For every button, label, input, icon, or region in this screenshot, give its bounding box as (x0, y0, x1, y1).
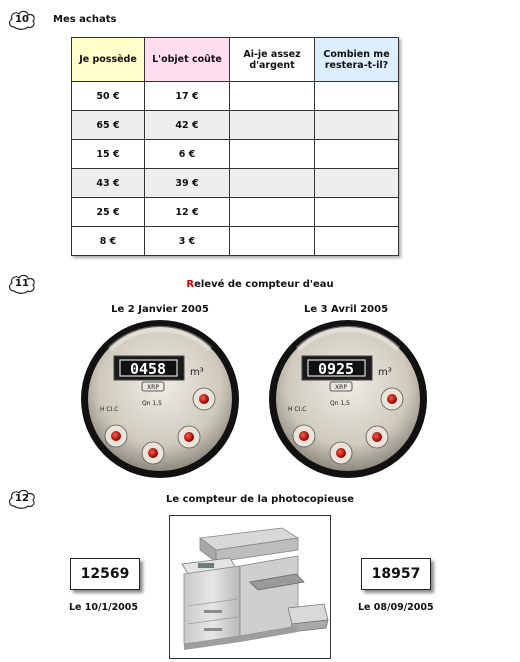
exercise-number: 12 (15, 493, 29, 504)
water-meter-icon (80, 319, 240, 479)
counter-left-date: Le 10/1/2005 (69, 602, 139, 613)
cell-possede: 50 € (72, 82, 145, 111)
counter-left: 12569 (70, 558, 140, 590)
cell-cout: 6 € (145, 140, 230, 169)
meter-unit: m³ (190, 367, 204, 378)
cell-possede: 8 € (72, 227, 145, 256)
left-meter-date: Le 2 Janvier 2005 (111, 304, 209, 315)
header-assez-argent: Ai-je assez d'argent (230, 38, 315, 82)
title-initial: R (186, 279, 195, 290)
cell-answer-reste[interactable] (315, 111, 399, 140)
cell-answer-assez[interactable] (230, 198, 315, 227)
cell-cout: 17 € (145, 82, 230, 111)
title-rest: elevé de compteur d'eau (194, 279, 334, 290)
cell-answer-reste[interactable] (315, 198, 399, 227)
meter-code: H CI.C (100, 406, 119, 413)
table-row (72, 169, 399, 198)
cell-cout: 42 € (145, 111, 230, 140)
exercise-number: 10 (15, 14, 29, 25)
header-objet-coute: L'objet coûte (145, 38, 230, 82)
right-meter-date: Le 3 Avril 2005 (303, 304, 389, 315)
table-row (72, 111, 399, 140)
cell-possede: 25 € (72, 198, 145, 227)
water-meter-right (268, 319, 428, 479)
header-restera: Combien me restera-t-il? (315, 38, 399, 82)
exercise-number-badge (7, 9, 37, 31)
cell-answer-reste[interactable] (315, 82, 399, 111)
cell-answer-assez[interactable] (230, 227, 315, 256)
header-je-possede: Je possède (72, 38, 145, 82)
cell-answer-reste[interactable] (315, 169, 399, 198)
cell-answer-reste[interactable] (315, 140, 399, 169)
cell-answer-reste[interactable] (315, 227, 399, 256)
cell-cout: 12 € (145, 198, 230, 227)
counter-right: 18957 (361, 558, 431, 590)
cell-possede: 43 € (72, 169, 145, 198)
table-row (72, 82, 399, 111)
meter-spec: Qn 1,5 (142, 400, 162, 407)
cell-cout: 39 € (145, 169, 230, 198)
cell-answer-assez[interactable] (230, 140, 315, 169)
meter-brand: XRP (335, 384, 347, 391)
cell-answer-assez[interactable] (230, 82, 315, 111)
water-meter-icon (268, 319, 428, 479)
purchases-table (71, 37, 399, 256)
table-row (72, 140, 399, 169)
water-meter-left (80, 319, 240, 479)
cell-possede: 15 € (72, 140, 145, 169)
cell-possede: 65 € (72, 111, 145, 140)
table-header-row (72, 38, 399, 82)
meter-reading: 0925 (317, 360, 355, 378)
photocopier-icon (170, 516, 330, 658)
counter-right-date: Le 08/09/2005 (358, 602, 434, 613)
meter-code: H CI.C (288, 406, 307, 413)
meter-unit: m³ (378, 367, 392, 378)
meter-reading: 0458 (129, 360, 167, 378)
photocopier-image (169, 515, 331, 659)
table-row (72, 198, 399, 227)
meter-brand: XRP (147, 384, 159, 391)
table-row (72, 227, 399, 256)
cell-answer-assez[interactable] (230, 111, 315, 140)
meter-spec: Qn 1,5 (330, 400, 350, 407)
photocopier-title: Le compteur de la photocopieuse (165, 494, 354, 505)
exercise-title: Mes achats (53, 14, 117, 25)
exercise-number: 11 (15, 278, 29, 289)
cell-cout: 3 € (145, 227, 230, 256)
cell-answer-assez[interactable] (230, 169, 315, 198)
water-meter-title (0, 279, 520, 290)
